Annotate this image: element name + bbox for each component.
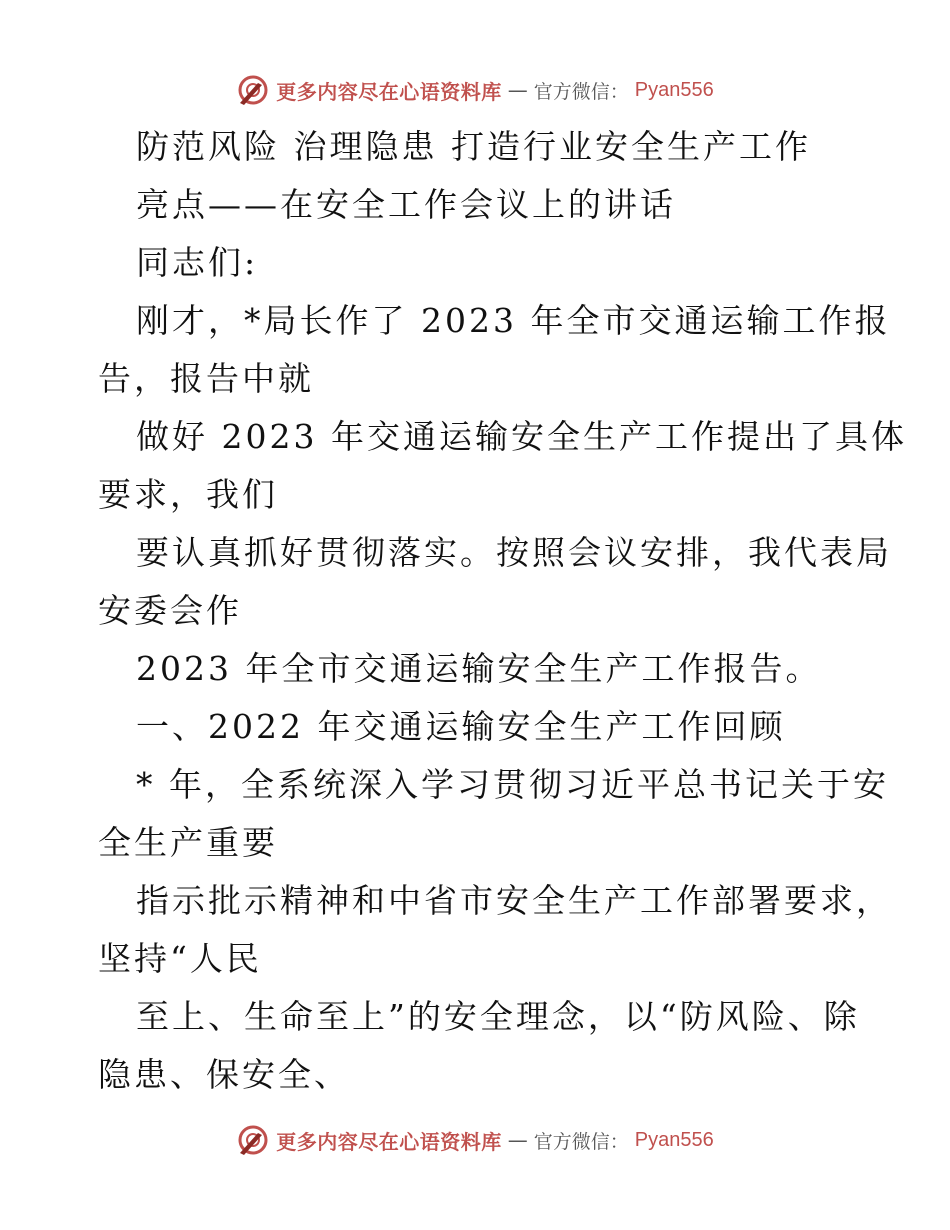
- text-line: * 年，全系统深入学习贯彻习近平总书记关于安: [136, 765, 889, 804]
- text-line: 刚才，*局长作了 2023 年全市交通运输工作报: [136, 301, 891, 340]
- watermark-wechat-handle: Pyan556: [634, 78, 714, 101]
- watermark-title: 更多内容尽在心语资料库: [276, 79, 502, 104]
- text-line: 坚持“人民: [98, 939, 262, 978]
- watermark-title: 更多内容尽在心语资料库: [276, 1129, 502, 1154]
- watermark-footer: [0, 1120, 950, 1160]
- text-line: 至上、生命至上”的安全理念，以“防风险、除: [136, 997, 860, 1036]
- watermark-wechat-label: 官方微信：: [533, 1130, 629, 1153]
- text-line: 安委会作: [98, 591, 242, 630]
- text-line: 指示批示精神和中省市安全生产工作部署要求，: [136, 881, 892, 920]
- text-line: 2023 年全市交通运输安全生产工作报告。: [136, 649, 822, 688]
- text-line: 要认真抓好贯彻落实。按照会议安排，我代表局: [136, 533, 892, 572]
- text-line: 全生产重要: [98, 823, 278, 862]
- pen-circle-logo-icon: [236, 73, 270, 107]
- text-line: 要求，我们: [98, 475, 278, 514]
- text-line: 同志们:: [136, 243, 259, 282]
- watermark-header: [0, 70, 950, 110]
- document-body: [98, 118, 907, 1104]
- text-line: 防范风险 治理隐患 打造行业安全生产工作: [136, 127, 811, 166]
- watermark-separator: —: [507, 78, 528, 102]
- text-line: 告，报告中就: [98, 359, 314, 398]
- watermark-separator: —: [507, 1128, 528, 1152]
- text-line: 亮点——在安全工作会议上的讲话: [136, 185, 676, 224]
- watermark-wechat-handle: Pyan556: [634, 1128, 714, 1151]
- text-line: 隐患、保安全、: [98, 1055, 350, 1094]
- text-line: 一、2022 年交通运输安全生产工作回顾: [136, 707, 786, 746]
- text-line: 做好 2023 年交通运输安全生产工作提出了具体: [136, 417, 907, 456]
- watermark-wechat-label: 官方微信：: [533, 80, 629, 103]
- pen-circle-logo-icon: [236, 1123, 270, 1157]
